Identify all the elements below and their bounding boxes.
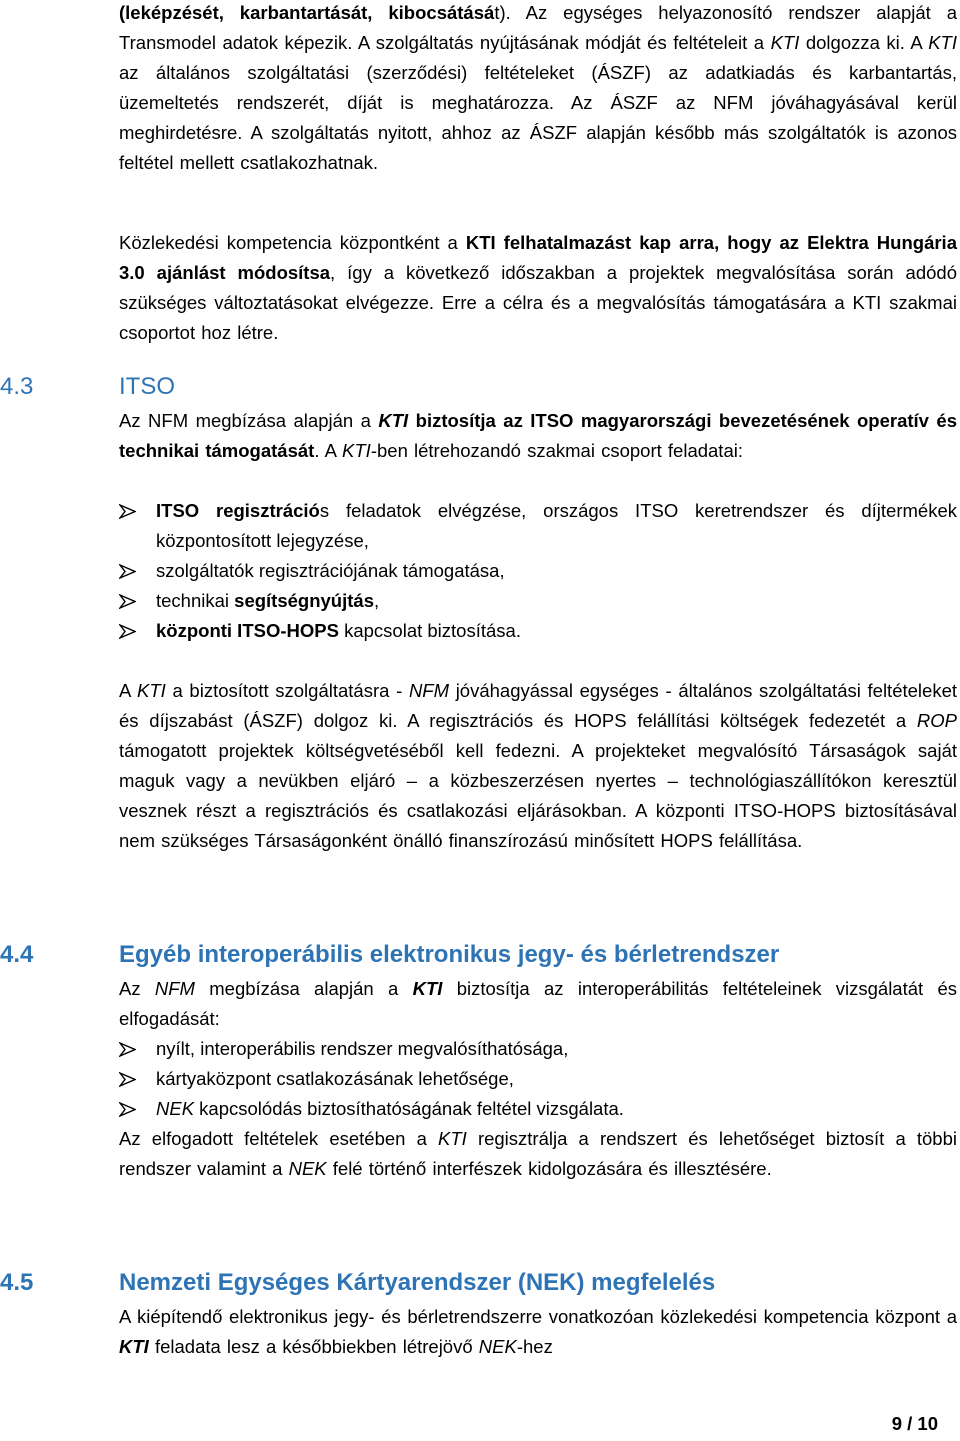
intro-bold-start: (leképzését, karbantartását, kibocsátásá (119, 2, 495, 23)
interop-registration-paragraph: Az elfogadott feltételek esetében a KTI regisztrálja a rendszert és lehetőséget biztosít a többi rendszer valamint a NEK felé történő interfészek kidolgozására és illesztésére. (119, 1128, 957, 1179)
itso-intro-paragraph: Az NFM megbízása alapján a KTI biztosítja az ITSO magyarországi bevezetésének operatív és technikai támogatását. A KTI-ben létrehozandó szakmai csoport feladatai: (119, 410, 957, 461)
section-4-3-title: ITSO (119, 373, 176, 400)
list-item: kártyaközpont csatlakozásának lehetősége, (119, 1064, 957, 1094)
itso-aszf-paragraph: A KTI a biztosított szolgáltatásra - NFM jóváhagyással egységes - általános szolgáltatási feltételeket és díjszabást (ÁSZF) dolgoz ki. A regisztrációs és HOPS felállítási költségek fedezetét a ROP támogatott projektek költségvetéséből kell fedezni. A projekteket megvalósító Társaságok saját maguk vagy a nevükben eljáró – a közbeszerzésen nyertes – technológiaszállítókon keresztül vesznek részt a regisztrációs és csatlakozási eljárásokban. A központi ITSO-HOPS biztosításával nem szükséges Társaságonként önálló finanszírozású minősített HOPS felállítása. (119, 680, 957, 851)
list-item: nyílt, interoperábilis rendszer megvalósíthatósága, (119, 1034, 957, 1064)
section-4-5-title: Nemzeti Egységes Kártyarendszer (NEK) megfelelés (119, 1269, 716, 1296)
arrowhead-bullet-icon (119, 564, 136, 579)
arrowhead-bullet-icon (119, 624, 136, 639)
section-4-3-number: 4.3 (0, 373, 34, 400)
list-item: szolgáltatók regisztrációjának támogatása, (119, 556, 957, 586)
intro-paragraph: (leképzését, karbantartását, kibocsátását). Az egységes helyazonosító rendszer alapját a Transmodel adatok képezik. A szolgáltatás nyújtásának módját és feltételeit a KTI dolgozza ki. A KTI az általános szolgáltatási (szerződési) feltételeket (ÁSZF) az adatkiadás és karbantartás, üzemeltetés rendszerét, díját is meghatározza. Az ÁSZF az NFM jóváhagyásával kerül meghirdetésre. A szolgáltatás nyitott, ahhoz az ÁSZF alapján később más szolgáltatók is azonos feltétel mellett csatlakozhatnak. (119, 2, 957, 173)
list-item: központi ITSO-HOPS kapcsolat biztosítása. (119, 616, 957, 646)
list-item: technikai segítségnyújtás, (119, 586, 957, 616)
nek-paragraph: A kiépítendő elektronikus jegy- és bérletrendszerre vonatkozóan közlekedési kompetencia központ a KTI feladata lesz a későbbiekben létrejövő NEK-hez (119, 1306, 957, 1357)
itso-task-list (119, 496, 957, 646)
interop-intro-paragraph: Az NFM megbízása alapján a KTI biztosítja az interoperábilitás feltételeinek vizsgálatát és elfogadását: (119, 978, 957, 1029)
arrowhead-bullet-icon (119, 504, 136, 519)
list-item: ITSO regisztrációs feladatok elvégzése, országos ITSO keretrendszer és díjtermékek központosított lejegyzése, (119, 496, 957, 556)
list-item: NEK kapcsolódás biztosíthatóságának feltétel vizsgálata. (119, 1094, 957, 1124)
page-number: 9 / 10 (891, 1413, 938, 1434)
kti-mandate-paragraph: Közlekedési kompetencia központként a KTI felhatalmazást kap arra, hogy az Elektra Hungária 3.0 ajánlást módosítsa, így a következő időszakban a projektek megvalósítása során adódó szükséges változtatásokat elvégezze. Erre a célra és a megvalósítás támogatására a KTI szakmai csoportot hoz létre. (119, 232, 957, 343)
interop-check-list (119, 1034, 957, 1124)
arrowhead-bullet-icon (119, 1072, 136, 1087)
section-4-5-number: 4.5 (0, 1269, 34, 1296)
arrowhead-bullet-icon (119, 594, 136, 609)
arrowhead-bullet-icon (119, 1042, 136, 1057)
section-4-4-title: Egyéb interoperábilis elektronikus jegy- és bérletrendszer (119, 941, 780, 968)
arrowhead-bullet-icon (119, 1102, 136, 1117)
section-4-4-number: 4.4 (0, 941, 34, 968)
